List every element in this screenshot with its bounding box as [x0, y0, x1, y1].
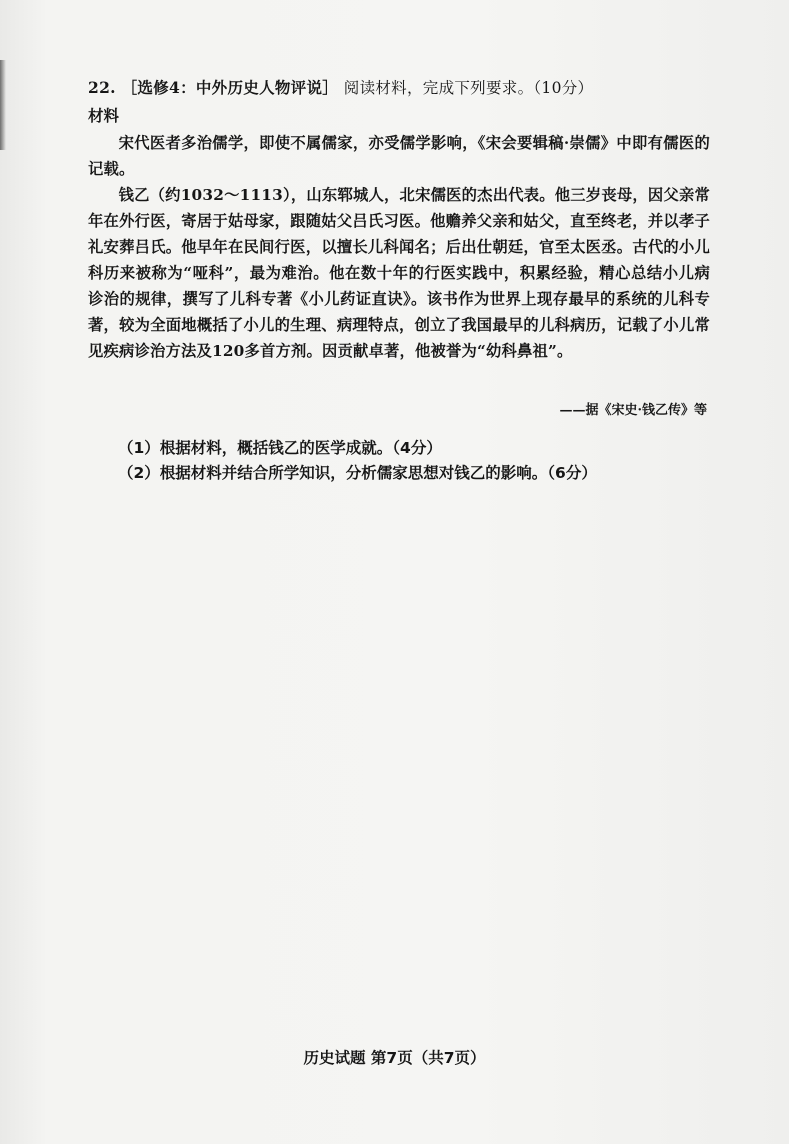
material-paragraph-1: 宋代医者多治儒学，即使不属儒家，亦受儒学影响，《宋会要辑稿·崇儒》中即有儒医的记载。 [88, 134, 710, 178]
sub-question-1: （1）根据材料，概括钱乙的医学成就。（4分） [118, 439, 442, 457]
page-footer: 历史试题 第7页（共7页） [303, 1049, 486, 1067]
material-source: ——据《宋史·钱乙传》等 [559, 403, 707, 418]
scan-edge-shadow [0, 60, 6, 150]
sub-question-2: （2）根据材料并结合所学知识，分析儒家思想对钱乙的影响。（6分） [118, 464, 597, 482]
question-prompt: 阅读材料，完成下列要求。（10分） [343, 79, 594, 97]
material-paragraph-2: 钱乙（约1032～1113），山东郓城人，北宋儒医的杰出代表。他三岁丧母，因父亲常年在外行医，寄居于姑母家，跟随姑父吕氏习医。他赡养父亲和姑父，直至终老，并以孝子礼安葬吕氏。他早年在民间行医，以擅长儿科闻名；后出仕朝廷，官至太医丞。古代的小儿科历来被称为“哑科”，最为难治。他在数十年的行医实践中，积累经验，精心总结小儿病诊治的规律，撰写了儿科专著《小儿药证直诀》。该书作为世界上现存最早的系统的儿科专著，较为全面地概括了小儿的生理、病理特点，创立了我国最早的儿科病历，记载了小儿常见疾病诊治方法及120多首方剂。因贡献卓著，他被誉为“幼科鼻祖”。 [88, 186, 710, 360]
sub-question-list [118, 436, 597, 486]
material-label: 材料 [88, 106, 120, 125]
question-number: 22. [88, 78, 116, 97]
material-text [88, 130, 710, 364]
question-module-tag: ［选修4：中外历史人物评说］ [121, 78, 339, 97]
question-header [88, 76, 593, 98]
